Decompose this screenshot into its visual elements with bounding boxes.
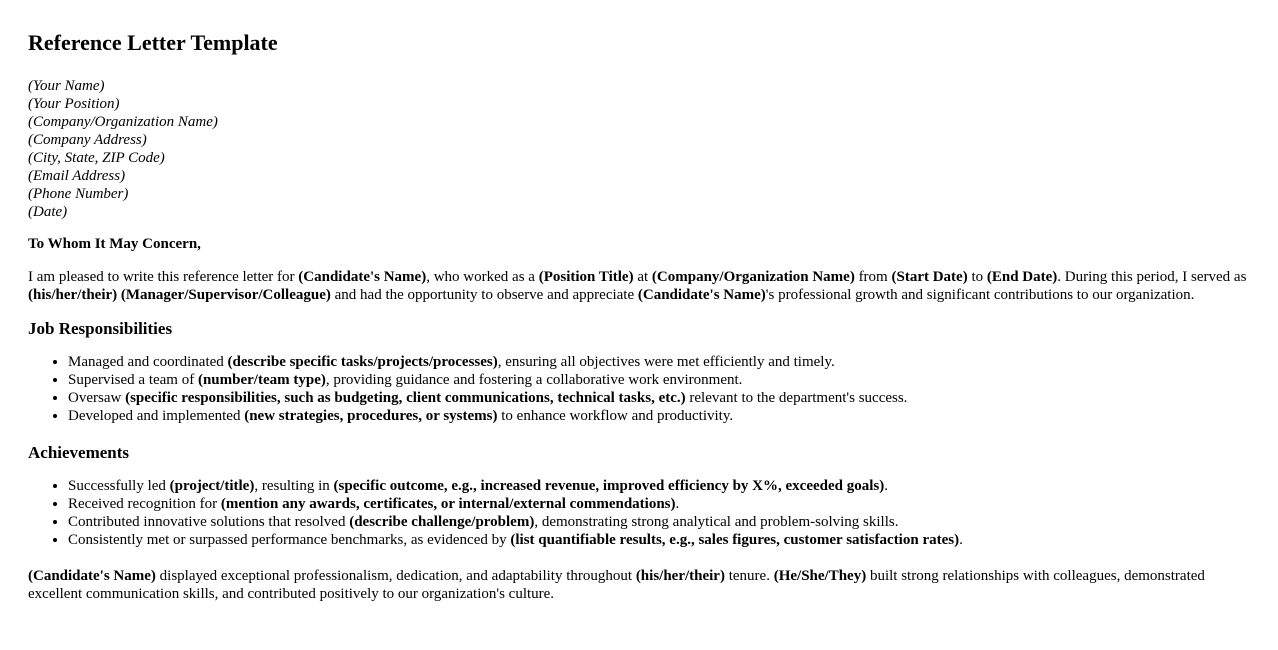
sender-line-city: (City, State, ZIP Code) — [28, 150, 165, 166]
text-run: , demonstrating strong analytical and problem-solving skills. — [534, 514, 899, 530]
text-run: and had the opportunity to observe and appreciate — [330, 287, 638, 303]
responsibilities-list — [28, 353, 1250, 425]
text-run: Managed and coordinated — [68, 354, 228, 370]
list-item — [68, 513, 1250, 531]
text-run: built strong relationships with colleagues, demonstrated excellent communication skills, and contributed positively to our organization's culture. — [28, 568, 1205, 602]
placeholder-field: (specific responsibilities, such as budgeting, client communications, technical tasks, etc.) — [125, 390, 686, 406]
intro-paragraph — [28, 268, 1250, 304]
text-run: to — [967, 269, 987, 285]
placeholder-field: (End Date) — [986, 269, 1058, 285]
text-run: , resulting in — [254, 478, 334, 494]
text-run: at — [633, 269, 652, 285]
placeholder-field: (Candidate's Name) — [28, 568, 156, 584]
text-run: Consistently met or surpassed performance benchmarks, as evidenced by — [68, 532, 511, 548]
sender-line-name: (Your Name) — [28, 78, 105, 94]
closing-paragraph — [28, 567, 1250, 603]
placeholder-field: (Position Title) — [538, 269, 634, 285]
list-item — [68, 371, 1250, 389]
placeholder-field: (He/She/They) — [773, 568, 867, 584]
placeholder-field: (Candidate's Name) — [637, 287, 766, 303]
text-run: displayed exceptional professionalism, dedication, and adaptability throughout — [155, 568, 636, 584]
text-run: to enhance workflow and productivity. — [497, 408, 734, 424]
text-run: Supervised a team of — [68, 372, 198, 388]
list-item — [68, 495, 1250, 513]
text-run: from — [854, 269, 892, 285]
page-title: Reference Letter Template — [28, 30, 278, 55]
placeholder-field: (specific outcome, e.g., increased revenue, improved efficiency by X%, exceeded goals) — [333, 478, 885, 494]
sender-line-organization: (Company/Organization Name) — [28, 114, 218, 130]
sender-line-date: (Date) — [28, 204, 68, 220]
list-item — [68, 389, 1250, 407]
text-run: relevant to the department's success. — [685, 390, 908, 406]
list-item — [68, 407, 1250, 425]
placeholder-field: (Manager/Supervisor/Colleague) — [120, 287, 331, 303]
sender-line-email: (Email Address) — [28, 168, 126, 184]
salutation: To Whom It May Concern, — [28, 236, 201, 252]
text-run: Developed and implemented — [68, 408, 245, 424]
achievements-list — [28, 477, 1250, 549]
text-run: . — [884, 478, 888, 494]
text-run: Oversaw — [68, 390, 126, 406]
placeholder-field: (his/her/their) — [28, 287, 118, 303]
sender-block — [28, 77, 1250, 221]
text-run: . — [959, 532, 963, 548]
sender-line-position: (Your Position) — [28, 96, 120, 112]
placeholder-field: (number/team type) — [197, 372, 326, 388]
text-run: , who worked as a — [426, 269, 539, 285]
placeholder-field: (Company/Organization Name) — [651, 269, 855, 285]
placeholder-field: (mention any awards, certificates, or internal/external commendations) — [220, 496, 676, 512]
placeholder-field: (describe specific tasks/projects/processes) — [227, 354, 498, 370]
text-run: . — [675, 496, 680, 512]
text-run: Successfully led — [68, 478, 170, 494]
placeholder-field: (describe challenge/problem) — [349, 514, 535, 530]
text-run: Contributed innovative solutions that resolved — [68, 514, 350, 530]
placeholder-field: (Candidate's Name) — [298, 269, 427, 285]
placeholder-field: (new strategies, procedures, or systems) — [244, 408, 498, 424]
placeholder-field: (Start Date) — [891, 269, 968, 285]
text-run: . During this period, I served as — [1057, 269, 1247, 285]
text-run: I am pleased to write this reference letter for — [28, 269, 299, 285]
list-item — [68, 353, 1250, 371]
text-run: Received recognition for — [68, 496, 221, 512]
list-item — [68, 531, 1250, 549]
text-run: , providing guidance and fostering a collaborative work environment. — [325, 372, 743, 388]
text-run: 's professional growth and significant contributions to our organization. — [765, 287, 1195, 303]
list-item — [68, 477, 1250, 495]
placeholder-field: (his/her/their) — [635, 568, 725, 584]
section-heading-achievements: Achievements — [28, 443, 130, 462]
placeholder-field: (list quantifiable results, e.g., sales figures, customer satisfaction rates) — [510, 532, 960, 548]
section-heading-responsibilities: Job Responsibilities — [28, 319, 173, 338]
sender-line-phone: (Phone Number) — [28, 186, 129, 202]
text-run: , ensuring all objectives were met efficiently and timely. — [497, 354, 835, 370]
text-run: tenure. — [724, 568, 774, 584]
placeholder-field: (project/title) — [169, 478, 255, 494]
sender-line-address: (Company Address) — [28, 132, 147, 148]
